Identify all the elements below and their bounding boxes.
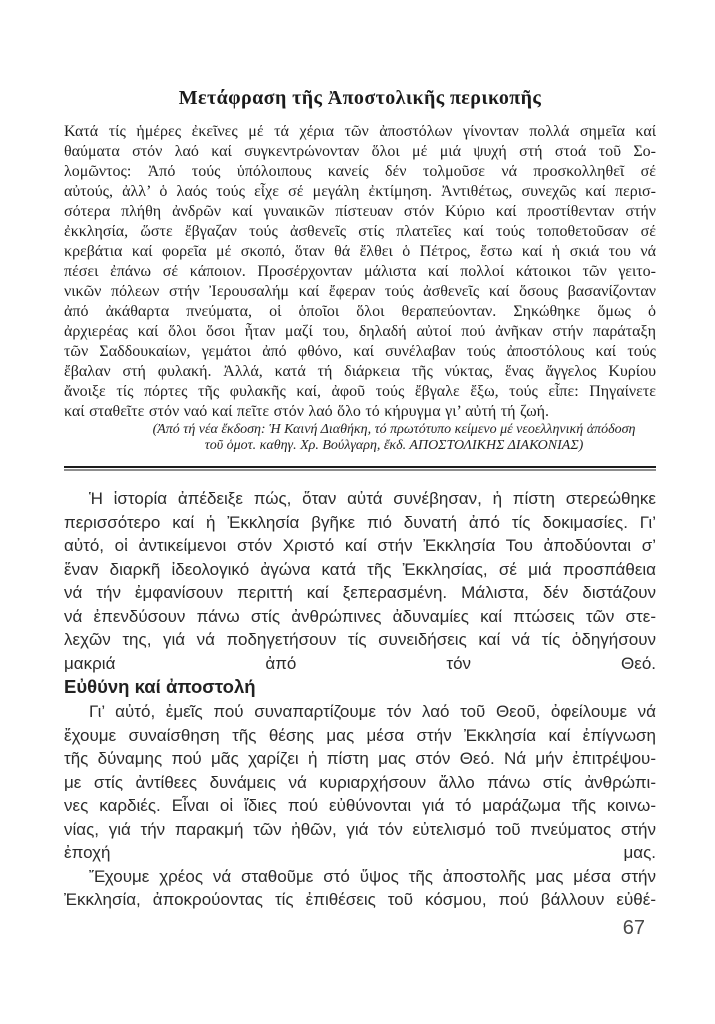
text-line: ἕναν διαρκῆ ἰδεολογικό ἀγώνα κατά τῆς Ἐκκλησίας, σέ μιά προσπάθεια <box>64 559 656 579</box>
text-line: λεχῶν της, γιά νά ποδηγετήσουν τίς συνειδήσεις καί νά τίς ὁδηγήσουν <box>64 630 656 649</box>
text-line: ἐκκλησία, ὥστε ἔβγαζαν τούς ἀσθενεῖς στίς πλατεῖες καί τούς τοποθετοῦσαν σέ <box>64 223 656 240</box>
text-line: Ἔχουμε χρέος νά σταθοῦμε στό ὕψος τῆς ἀποστολῆς μας μέσα στήν <box>89 866 656 886</box>
text-line: περισσότερο καί ἡ Ἐκκλησία βγῆκε πιό δυνατή ἀπό τίς δοκιμασίες. Γι’ <box>64 512 656 532</box>
text-line: πέσει ἐπάνω σέ κάποιον. Προσέρχονταν μάλιστα καί πολλοί κάτοικοι τῶν γειτο- <box>64 263 656 280</box>
text-line: νά ἐπενδύσουν πάνω στίς ἀνθρώπινες ἀδυναμίες καί πτώσεις τῶν στε- <box>64 606 656 626</box>
text-line: νίας, γιά τήν παρακμή τῶν ἠθῶν, γιά τόν εὐτελισμό τοῦ πνεύματος στήν <box>64 819 656 839</box>
text-line: ἄνοιξε τίς πόρτες τῆς φυλακῆς καί, ἀφοῦ τούς ἔβγαλε ἔξω, τούς εἶπε: Πηγαίνετε <box>64 383 656 400</box>
text-line: σότερα πλήθη ἀνδρῶν καί γυναικῶν πίστευαν στόν Κύριο καί προστίθενταν στήν <box>64 203 656 220</box>
text-line: τοῦ ὁμοτ. καθηγ. Χρ. Βούλγαρη, ἔκδ. ΑΠΟΣΤΟΛΙΚΗΣ ΔΙΑΚΟΝΙΑΣ) <box>204 437 584 453</box>
text-line: μακριά ἀπό τόν Θεό. <box>64 653 656 673</box>
text-line: ἔχουμε συναίσθηση τῆς θέσης μας μέσα στήν Ἐκκλησία καί ἐπίγνωση <box>64 725 656 745</box>
text-line: ἔβαλαν στή φυλακή. Ἀλλά, κατά τή διάρκεια τῆς νύκτας, ἕνας ἄγγελος Κυρίου <box>64 363 656 380</box>
text-line: αὐτό, οἱ ἀντικείμενοι στόν Χριστό καί στήν Ἐκκλησία Του ἀποδύονται σ’ <box>64 536 656 555</box>
text-line: με στίς ἀντίθεες δυνάμεις νά κυριαρχήσουν ἄλλο πάνω στίς ἀνθρώπι- <box>64 772 656 792</box>
text-line: Γι’ αὐτό, ἐμεῖς πού συναπαρτίζουμε τόν λαό τοῦ Θεοῦ, ὀφείλουμε νά <box>89 702 656 721</box>
text-line: Ἡ ἱστορία ἀπέδειξε πώς, ὅταν αὐτά συνέβησαν, ἡ πίστη στερεώθηκε <box>89 489 656 508</box>
commentary-paragraph <box>64 865 656 912</box>
scripture-passage <box>64 122 656 422</box>
text-line: τῶν Σαδδουκαίων, γεμάτοι ἀπό φθόνο, καί συνέλαβαν τούς ἀποστόλους καί τούς <box>64 343 656 360</box>
section-heading: Εὐθύνη καί ἀποστολή <box>64 676 256 697</box>
text-line: καί σταθεῖτε στόν ναό καί πεῖτε στόν λαό ὅλο τό κήρυγμα γι’ αὐτή τή ζωή. <box>64 403 549 420</box>
page-title: Μετάφραση τῆς Ἀποστολικῆς περικοπῆς <box>178 87 542 109</box>
text-line: νες καρδιές. Εἶναι οἱ ἴδιες πού εὐθύνονται γιά τό μαράζωμα τῆς κοινω- <box>64 796 656 815</box>
text-line: λομῶντος: Ἀπό τούς ὑπόλοιπους κανείς δέν τολμοῦσε νά προσκολληθεῖ σέ <box>64 163 656 180</box>
text-line: ἐποχή μας. <box>64 843 656 862</box>
text-line: ἀπό ἀκάθαρτα πνεύματα, οἱ ὁποῖοι ὅλοι θεραπεύονταν. Σηκώθηκε ὅμως ὁ <box>64 303 656 320</box>
text-line: (Ἀπό τή νέα ἔκδοση: Ἡ Καινή Διαθήκη, τό πρωτότυπο κείμενο μέ νεοελληνική ἀπόδοση <box>152 422 636 437</box>
section-divider-rule <box>64 466 656 471</box>
commentary-paragraph <box>64 487 656 675</box>
text-line: νικῶν πόλεων στήν Ἰερουσαλήμ καί ἔφεραν τούς ἀσθενεῖς καί ὅσους βασανίζονταν <box>64 283 656 300</box>
text-column <box>64 0 656 912</box>
commentary-section <box>64 487 656 912</box>
text-line: κρεβάτια καί φορεῖα μέ σκοπό, ὅταν θά ἔλθει ὁ Πέτρος, ἔστω καί ἡ σκιά του νά <box>64 243 656 260</box>
text-line: Κατά τίς ἡμέρες ἐκεῖνες μέ τά χέρια τῶν ἀποστόλων γίνονταν πολλά σημεῖα καί <box>64 123 656 140</box>
text-line: αὐτούς, ἀλλ’ ὁ λαός τούς εἶχε σέ μεγάλη ἐκτίμηση. Ἀντιθέτως, συνεχῶς καί περισ- <box>64 183 656 200</box>
text-line: τῆς δύναμης πού μᾶς χαρίζει ἡ πίστη μας στόν Θεό. Νά μήν ἐπιτρέψου- <box>64 749 656 768</box>
page-number: 67 <box>622 917 645 939</box>
text-line: νά τήν ἐμφανίσουν περιττή καί ξεπερασμένη. Μάλιστα, δέν διστάζουν <box>64 583 656 602</box>
text-line: ἀρχιερέας καί ὅλοι ὅσοι ἦταν μαζί του, δηλαδή αὐτοί πού ἀνῆκαν στήν παράταξη <box>64 323 656 340</box>
text-line: θαύματα στόν λαό καί συγκεντρώνονταν ὅλοι μέ μιά ψυχή στή στοά τοῦ Σο- <box>64 143 656 160</box>
commentary-paragraph <box>64 700 656 865</box>
text-line: Ἐκκλησία, ἀποκρούοντας τίς ἐπιθέσεις τοῦ κόσμου, πού βάλλουν εὐθέ- <box>64 890 656 909</box>
source-attribution <box>132 422 656 453</box>
